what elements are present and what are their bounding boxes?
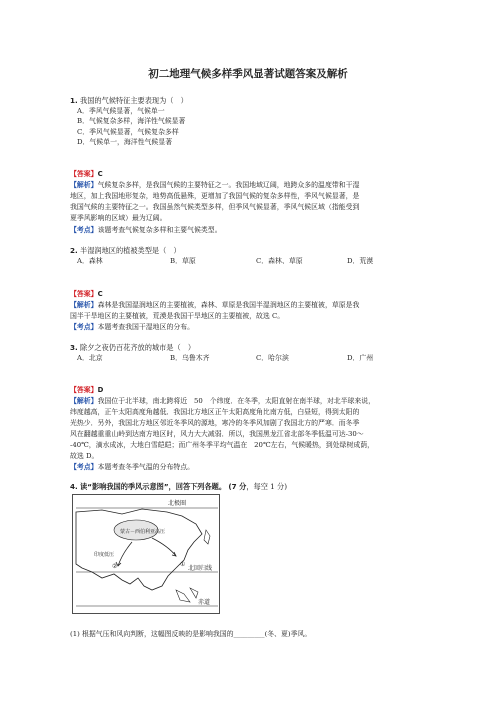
sub-question-tail: (冬、夏)季风。: [264, 630, 312, 638]
answer-tag: 【答案】: [70, 170, 98, 178]
analysis-line-1: [70, 181, 430, 190]
analysis-tag: 【解析】: [70, 301, 98, 309]
option-c: C．森林、草原: [256, 257, 303, 265]
page-title: 初二地理气候多样季风显著试题答案及解析: [148, 68, 348, 80]
answer-tag: 【答案】: [70, 386, 98, 394]
analysis-line-4: 风在翻越重重山岭到达南方地区时，风力大大减弱．所以，我国黑龙江省北部冬季低温可达-30～: [70, 430, 364, 438]
analysis-line-1: [70, 397, 430, 406]
low-pressure-label: 印度低压: [94, 552, 115, 558]
equator-label: 赤道: [198, 599, 211, 606]
sub-question-text: (1) 根据气压和风向判断，这幅图反映的是影响我国的: [70, 630, 234, 638]
answer-line: [70, 386, 430, 395]
question-2: [70, 246, 430, 255]
point-tag: 【考点】: [70, 226, 98, 234]
answer-value: C: [97, 290, 103, 298]
marker-2: ②: [112, 563, 118, 570]
answer-value: C: [97, 170, 103, 178]
question-stem: 我国的气候特征主要表现为（ ）: [80, 96, 188, 105]
answer-line: [70, 290, 430, 299]
question-1: [70, 96, 430, 105]
point-line: [70, 226, 430, 235]
sub-question-1: [70, 630, 430, 639]
option-a: A．森林: [77, 257, 103, 265]
analysis-line-3: 光热少．另外，我国北方地区邻近冬季风的源地，寒冷的冬季风加剧了我国北方的严寒．而冬季: [70, 419, 360, 427]
answer-tag: 【答案】: [70, 290, 98, 298]
option-d: D．气候单一，海洋性气候显著: [77, 138, 173, 146]
question-4: [70, 482, 430, 491]
analysis-line-2: 国半干旱地区的主要植被，荒漠是我国干旱地区的主要植被，故选 C。: [70, 312, 285, 320]
answer-value: D: [97, 386, 104, 394]
question-stem: 除夕之夜仍百花齐放的城市是（ ）: [80, 343, 196, 352]
analysis-line-4: 夏季风影响的区域）最为辽阔。: [70, 214, 167, 222]
point-tag: 【考点】: [70, 463, 98, 471]
monsoon-map: [72, 494, 220, 614]
question-number: 4.: [70, 482, 78, 491]
analysis-line-3: 我国气候的主要特征之一。我国虽然气候类型多样，但季风气候显著，季风气候区域（指能受到: [70, 203, 360, 211]
point-line: [70, 463, 430, 472]
option-d: D．广州: [347, 354, 374, 362]
point-text: 该题考查气候复杂多样和主要气候类型。: [97, 226, 222, 234]
option-c: C．哈尔滨: [256, 354, 289, 362]
question-number: 1.: [70, 96, 78, 105]
point-line: [70, 323, 430, 332]
answer-blank[interactable]: _________: [233, 630, 265, 638]
answer-line: [70, 170, 430, 179]
high-pressure-label: 蒙古－西伯利亚高压: [120, 529, 166, 535]
question-score: (7 分: [228, 482, 247, 491]
question-stem: 半湿润地区的植被类型是（ ）: [80, 246, 181, 255]
point-text: 本题考查我国干湿地区的分布。: [97, 323, 195, 331]
arctic-label: 北极圈: [168, 500, 187, 507]
analysis-line-6: 故选 D。: [70, 452, 99, 460]
question-number: 2.: [70, 246, 78, 255]
option-b: B．气候复杂多样，海洋性气候显著: [77, 117, 186, 125]
option-b: B．乌鲁木齐: [170, 354, 210, 362]
tropic-label: 北回归线: [188, 565, 213, 572]
analysis-line-1: [70, 301, 430, 310]
point-text: 本题考查冬季气温的分布特点。: [97, 463, 195, 471]
option-a: A．季风气候显著，气候单一: [77, 107, 165, 115]
marker-1: ①: [180, 561, 186, 568]
point-tag: 【考点】: [70, 323, 98, 331]
analysis-line-2: 纬度越高，正午太阳高度角越低．我国北方地区正午太阳高度角比南方低，白昼短，得到太阳的: [70, 408, 360, 416]
analysis-text: 森林是我国湿润地区的主要植被，森林、草原是我国半湿润地区的主要植被，草原是我: [97, 301, 360, 309]
question-number: 3.: [70, 343, 78, 352]
option-c: C．季风气候显著，气候复杂多样: [77, 128, 179, 136]
analysis-text: 我国位于北半球，南北跨将近 50 个纬度．在冬季，太阳直射在南半球，对北半球来说，: [97, 397, 376, 405]
analysis-tag: 【解析】: [70, 397, 98, 405]
option-d: D．荒漠: [347, 257, 374, 265]
analysis-line-2: 地区，加上我国地形复杂，地势高低悬殊，更增加了我国气候的复杂多样性，季风气候显著，是: [70, 192, 360, 200]
analysis-text: 气候复杂多样，是我国气候的主要特征之一。我国地域辽阔，地跨众多的温度带和干湿: [97, 181, 360, 189]
analysis-line-5: -40℃，滴水成冰，大地白雪皑皑；而广州冬季平均气温在 20℃左右，气候暖热，到处绿树成荫，: [70, 441, 375, 449]
option-b: B．草原: [170, 257, 196, 265]
analysis-tag: 【解析】: [70, 181, 98, 189]
question-3: [70, 343, 430, 352]
question-score-note: ，每空 1 分): [246, 482, 288, 491]
option-a: A．北京: [77, 354, 103, 362]
question-stem: 读“影响我国的季风示意图”，回答下列各题。: [80, 482, 227, 491]
